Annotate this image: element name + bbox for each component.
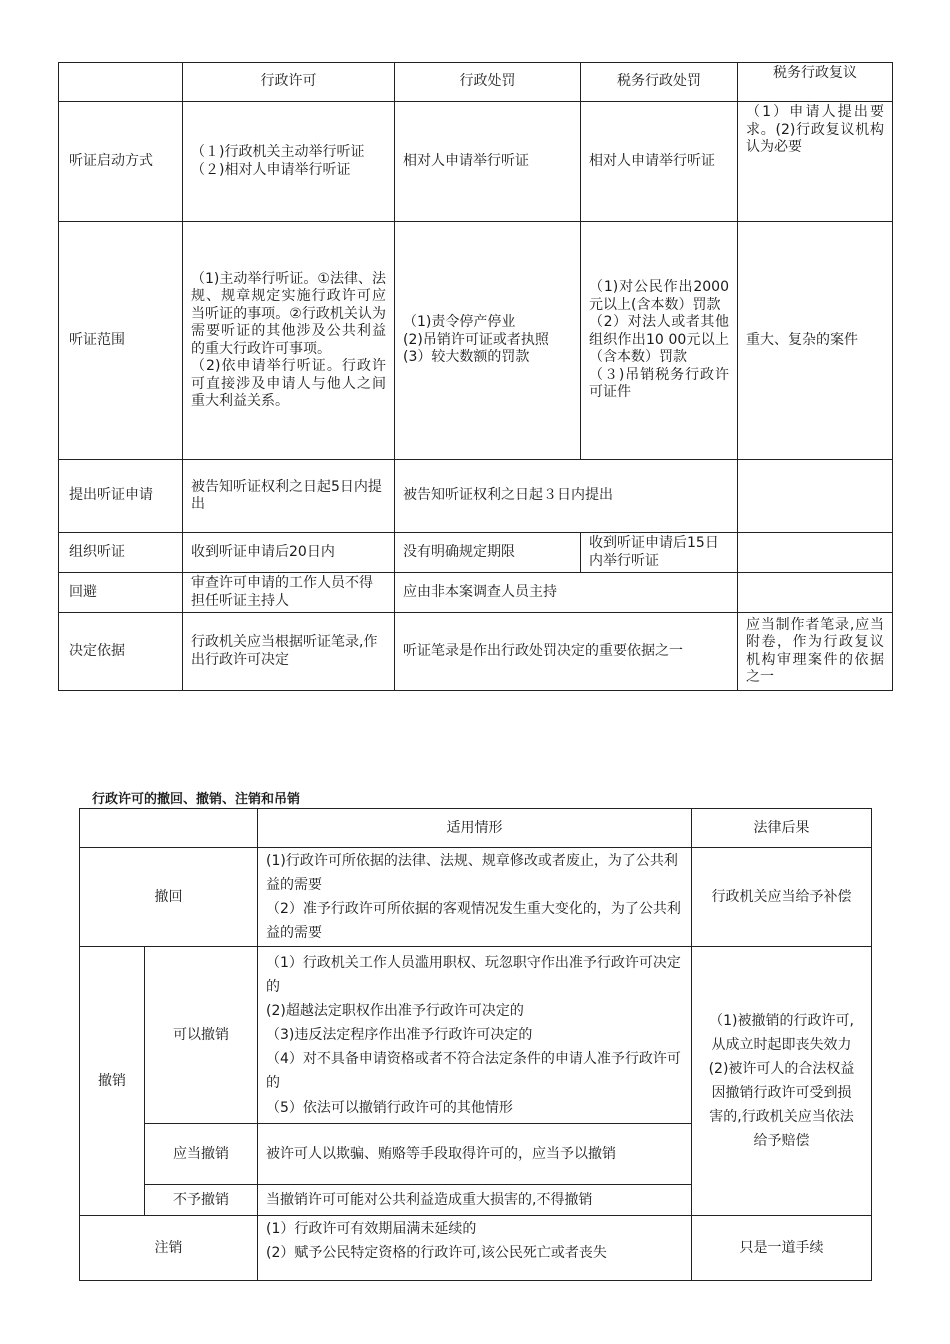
cell-line: （3)违反法定程序作出准予行政许可决定的 — [266, 1027, 533, 1044]
cell-penalty-merged: 被告知听证权利之日起３日内提出 — [395, 460, 738, 533]
cell-line: （1)责令停产停业 — [403, 314, 516, 331]
cell-line: (1）行政许可有效期届满未延续的 — [266, 1221, 477, 1238]
cell-admin-penalty — [395, 222, 581, 460]
header-tax-review: 税务行政复议 — [738, 63, 893, 102]
cell-line: (2)被许可人的合法权益因撤销行政许可受到损害的,行政机关应当依法给予赔偿 — [708, 1061, 855, 1150]
row-label: 决定依据 — [59, 613, 183, 691]
cell-may-revoke-cases — [258, 947, 692, 1124]
cell-line: （2）对法人或者其他组织作出10 00元以上（含本数）罚款 — [589, 314, 729, 366]
table-row — [59, 613, 893, 691]
cell-admin-penalty: 相对人申请举行听证 — [395, 102, 581, 222]
row-label: 回避 — [59, 573, 183, 613]
cell-tax-review — [738, 573, 893, 613]
cell-line: （2）准予行政许可所依据的客观情况发生重大变化的，为了公共利益的需要 — [266, 901, 681, 942]
table-row — [59, 460, 893, 533]
cell-tax-review — [738, 533, 893, 573]
cell-tax-review: 重大、复杂的案件 — [738, 222, 893, 460]
table-row — [59, 222, 893, 460]
header-tax-penalty: 税务行政处罚 — [581, 63, 738, 102]
cell-line: （1)被撤销的行政许可,从成立时起即丧失效力 — [709, 1013, 854, 1054]
cell-admin-penalty: 没有明确规定期限 — [395, 533, 581, 573]
cell-line: （2)依申请举行听证。行政许可直接涉及申请人与他人之间重大利益关系。 — [191, 358, 386, 409]
row-label-must-revoke: 应当撤销 — [145, 1124, 258, 1185]
header-cell-empty — [80, 809, 258, 848]
cell-revoke-consequence — [692, 947, 872, 1216]
cell-line: (2)超越法定职权作出准予行政许可决定的 — [266, 1003, 524, 1020]
cell-line: （5）依法可以撤销行政许可的其他情形 — [266, 1099, 513, 1116]
table-header-row — [80, 809, 872, 848]
row-label: 组织听证 — [59, 533, 183, 573]
cell-admin-license: 收到听证申请后20日内 — [183, 533, 395, 573]
row-label: 听证启动方式 — [59, 102, 183, 222]
cell-tax-review: 应当制作者笔录,应当附卷，作为行政复议机构审理案件的依据之一 — [738, 613, 893, 691]
table-header-row — [59, 63, 893, 102]
header-cell-empty — [59, 63, 183, 102]
cell-tax-review: （1）申请人提出要求。(2)行政复议机构认为必要 — [738, 102, 893, 222]
table-row-withdraw — [80, 848, 872, 947]
cell-line: （4）对不具备申请资格或者不符合法定条件的申请人准予行政许可的 — [266, 1051, 681, 1092]
row-label-not-revoke: 不予撤销 — [145, 1185, 258, 1216]
header-cases: 适用情形 — [258, 809, 692, 848]
table-row — [59, 102, 893, 222]
row-label-may-revoke: 可以撤销 — [145, 947, 258, 1124]
cell-not-revoke-cases: 当撤销许可可能对公共利益造成重大损害的,不得撤销 — [258, 1185, 692, 1216]
cell-withdraw-cases — [258, 848, 692, 947]
cell-penalty-merged: 应由非本案调查人员主持 — [395, 573, 738, 613]
cell-line: （1）行政机关工作人员滥用职权、玩忽职守作出准予行政许可决定的 — [266, 955, 681, 996]
revocation-table — [79, 808, 872, 1281]
cell-withdraw-consequence: 行政机关应当给予补偿 — [692, 848, 872, 947]
table-row-may-revoke — [80, 947, 872, 1124]
row-label: 听证范围 — [59, 222, 183, 460]
row-label-withdraw: 撤回 — [80, 848, 258, 947]
table-row-cancel — [80, 1216, 872, 1281]
cell-tax-penalty: 收到听证申请后15日内举行听证 — [581, 533, 738, 573]
cell-line: (2)吊销许可证或者执照 — [403, 331, 549, 348]
header-admin-license: 行政许可 — [183, 63, 395, 102]
row-label-revoke: 撤销 — [80, 947, 145, 1216]
cell-admin-license — [183, 102, 395, 222]
cell-admin-license: 审查许可申请的工作人员不得担任听证主持人 — [183, 573, 395, 613]
header-admin-penalty: 行政处罚 — [395, 63, 581, 102]
cell-penalty-merged: 听证笔录是作出行政处罚决定的重要依据之一 — [395, 613, 738, 691]
cell-admin-license — [183, 222, 395, 460]
table-row — [59, 573, 893, 613]
row-label: 提出听证申请 — [59, 460, 183, 533]
section-title: 行政许可的撤回、撤销、注销和吊销 — [92, 792, 301, 807]
cell-line: （１)行政机关主动举行听证 — [191, 144, 365, 160]
row-label-cancel: 注销 — [80, 1216, 258, 1281]
cell-line: (2）赋予公民特定资格的行政许可,该公民死亡或者丧失 — [266, 1245, 607, 1262]
cell-cancel-consequence: 只是一道手续 — [692, 1216, 872, 1281]
cell-tax-penalty — [581, 222, 738, 460]
cell-admin-license: 行政机关应当根据听证笔录,作出行政许可决定 — [183, 613, 395, 691]
cell-tax-penalty: 相对人申请举行听证 — [581, 102, 738, 222]
hearing-comparison-table — [58, 62, 893, 691]
header-consequence: 法律后果 — [692, 809, 872, 848]
cell-tax-review — [738, 460, 893, 533]
cell-line: （1)主动举行听证。①法律、法规、规章规定实施行政许可应当听证的事项。②行政机关认为需要听证的其他涉及公共利益的重大行政许可事项。 — [191, 270, 386, 357]
cell-must-revoke-cases: 被许可人以欺骗、贿赂等手段取得许可的，应当予以撤销 — [258, 1124, 692, 1185]
table-row — [59, 533, 893, 573]
cell-line: (3）较大数额的罚款 — [403, 349, 530, 366]
cell-line: （２)相对人申请举行听证 — [191, 161, 351, 178]
cell-line: （1)对公民作出2000元以上(含本数）罚款 — [589, 279, 729, 313]
cell-line: (1)行政许可所依据的法律、法规、规章修改或者废止，为了公共利益的需要 — [266, 853, 678, 894]
cell-admin-license: 被告知听证权利之日起5日内提出 — [183, 460, 395, 533]
cell-line: （３)吊销税务行政许可证件 — [589, 366, 729, 401]
cell-cancel-cases — [258, 1216, 692, 1281]
